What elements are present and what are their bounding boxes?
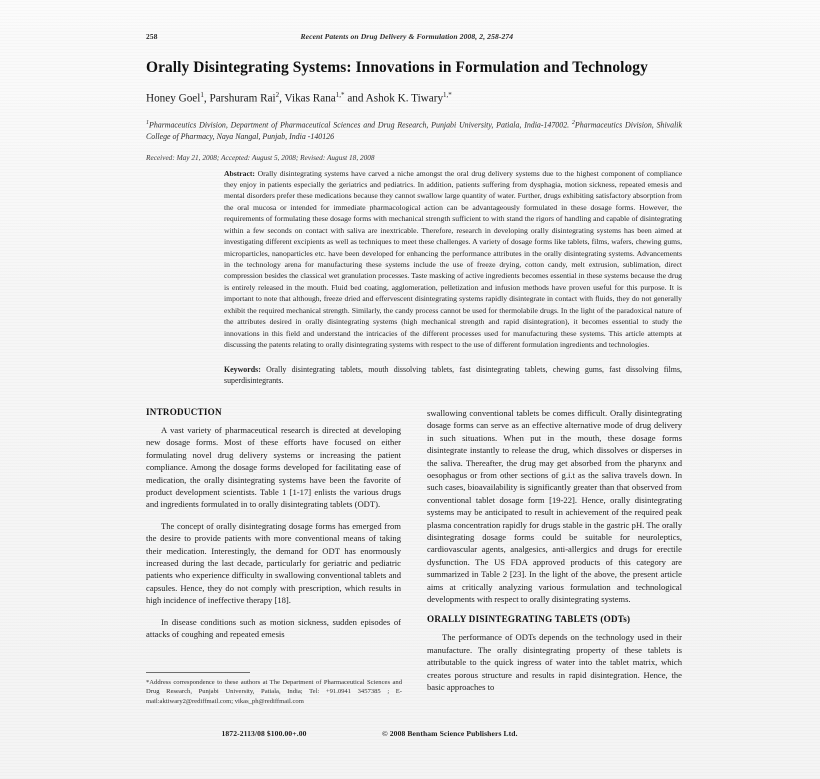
affiliations: $^1$Pharmaceutics Division, Department of Pharmaceutical Sciences and Drug Research, Punjabi University, Patiala, India-147002. $^2$Pharmaceutics Division, Shivalik College of Pharmacy, Naya Nangal, Punjab, India -140126 — [146, 120, 682, 142]
running-head — [146, 32, 682, 42]
page-content — [146, 32, 682, 702]
keywords-paragraph — [224, 364, 682, 387]
author-affil-marker: 1,* — [443, 90, 452, 99]
author-affil-marker: 1 — [200, 90, 204, 99]
affil-marker-2: 2 — [571, 120, 575, 127]
keywords-label: Keywords: — [224, 364, 261, 374]
page-number: 258 — [146, 32, 158, 41]
left-column — [146, 407, 401, 703]
section-heading-odts: ORALLY DISINTEGRATING TABLETS (ODTs) — [427, 614, 631, 625]
paragraph-continued: swallowing conventional tablets be comes difficult. Orally disintegrating dosage forms can serve as an effective alternative mode of drug delivery in such situations. When put in the mouth, these dosage forms disintegrate instantly to release the drug, which dissolves or disperses in the saliva. Thereafter, the drug may get absorbed from the pharynx and oesophagus or from other sections of g.i.t as the saliva travels down. In such cases, bioavailability is significantly greater than that observed from conventional tablet dosage form [19-22]. Hence, orally disintegrating systems may be anticipated to result in achievement of the required peak plasma concentration rapidly for drugs stable in the gastric pH. The orally disintegrating dosage forms could be suitable for neuroleptics, cardiovascular agents, analgesics, anti-allergics and drugs for erectile dysfunction. The US FDA approved products of this category are summarized in Table 2 [23]. In the light of the above, the present article aims at critically analyzing various formulation and technological developments with respect to orally disintegrating systems. — [427, 407, 682, 605]
received-accepted-dates: Received: May 21, 2008; Accepted: August 5, 2008; Revised: August 18, 2008 — [146, 152, 375, 162]
section-heading-introduction: INTRODUCTION — [146, 406, 222, 417]
abstract-block — [224, 168, 682, 387]
paragraph: The performance of ODTs depends on the technology used in their manufacture. The orally disintegrating property of these tablets is attributable to the quick ingress of water into the tablet matrix, which creates porous structure and results in rapid disintegration. Hence, the basic approaches to — [427, 632, 682, 693]
footnote-divider — [146, 672, 250, 673]
page-colophon — [146, 729, 682, 738]
right-column — [427, 407, 682, 703]
author-list: Honey Goel$^1$, Parshuram Rai$^2$, Vikas Rana$^{1,*}$ and Ashok K. Tiwary$^{1,*}$ — [146, 90, 452, 105]
author-affil-marker: 2 — [275, 90, 280, 99]
paragraph: In disease conditions such as motion sickness, sudden episodes of attacks of coughing and repeated emesis — [146, 616, 401, 640]
article-title: Orally Disintegrating Systems: Innovations in Formulation and Technology — [146, 59, 648, 76]
correspondence-footnote: *Address correspondence to these authors at The Department of Pharmaceutical Sciences and Drug Research, Punjabi University, Patiala, India; Tel: +91.0941 3457385 ; E-mail:aktiwary2@rediffmail.com; vikas_ph@rediffmail.com — [146, 679, 402, 705]
abstract-paragraph — [224, 168, 682, 351]
abstract-label: Abstract: — [224, 168, 255, 178]
affil-marker-1: 1 — [146, 120, 149, 127]
author-affil-marker: 1,* — [335, 90, 345, 99]
keywords-text: Orally disintegrating tablets, mouth dissolving tablets, fast disintegrating tablets, chewing gums, fast dissolving films, superdisintegrants. — [224, 364, 682, 386]
body-columns — [146, 407, 682, 703]
publisher-line: © 2008 Bentham Science Publishers Ltd. — [382, 729, 518, 738]
journal-citation-line: Recent Patents on Drug Delivery & Formulation 2008, 2, 258-274 — [300, 32, 514, 41]
abstract-text: Orally disintegrating systems have carved a niche amongst the oral drug delivery systems due to the highest component of compliance they enjoy in patients especially the geriatrics and pediatrics. In addition, patients suffering from dysphagia, motion sickness, repeated emesis and mental disorders prefer these medications because they cannot swallow large quantity of water. Further, drugs exhibiting satisfactory absorption from the oral mucosa or intended for immediate pharmacological action can be advantageously formulated in these dosage forms. However, the requirements of formulating these dosage forms with mechanical strength sufficient to with stand the rigors of handling and capable of disintegrating within a few seconds on contact with saliva are inextricable. Therefore, research in developing orally disintegrating systems has been aimed at investigating different excipients as well as techniques to meet these challenges. A variety of dosage forms like tablets, films, wafers, chewing gums, microparticles, nanoparticles etc. have been developed for enhancing the performance attributes in the orally disintegrating systems. Advancements in the technology arena for manufacturing these systems include the use of freeze drying, cotton candy, melt extrusion, sublimation, direct compression besides the classical wet granulation processes. Taste masking of active ingredients becomes essential in these systems because the drug is entirely released in the mouth. Fluid bed coating, agglomeration, pelletization and infusion methods have proven useful for this purpose. It is important to note that although, freeze dried and effervescent disintegrating systems rapidly disintegrate in contact with fluids, they do not generally exhibit the required mechanical strength. Similarly, the candy process cannot be used for thermolabile drugs. In the light of the paradoxical nature of the attributes desired in orally disintegrating systems (high mechanical strength and rapid disintegration), it becomes essential to study the innovations in this field and understand the intricacies of the different processes used for manufacturing these systems. This article attempts at discussing the patents relating to orally disintegrating systems with respect to the use of different formulation ingredients and technologies. — [224, 168, 682, 350]
paragraph: The concept of orally disintegrating dosage forms has emerged from the desire to provide patients with more conventional means of taking their medication. Interestingly, the demand for ODT has enormously increased during the last decade, particularly for geriatric and pediatric patients who experience difficulty in swallowing conventional tablets and capsules. Hence, they do not comply with prescription, which results in high incidence of ineffective therapy [18]. — [146, 520, 401, 606]
issn-price-line: 1872-2113/08 $100.00+.00 — [221, 729, 307, 738]
paragraph: A vast variety of pharmaceutical research is directed at developing new dosage forms. Most of these efforts have focused on either formulating novel drug delivery systems or increasing the patient compliance. Among the dosage forms developed for facilitating ease of medication, the orally disintegrating systems have been the favorite of product development scientists. Table 1 [1-17] enlists the various drugs and ingredients formulated in to orally disintegrating tablets (ODT). — [146, 424, 401, 510]
